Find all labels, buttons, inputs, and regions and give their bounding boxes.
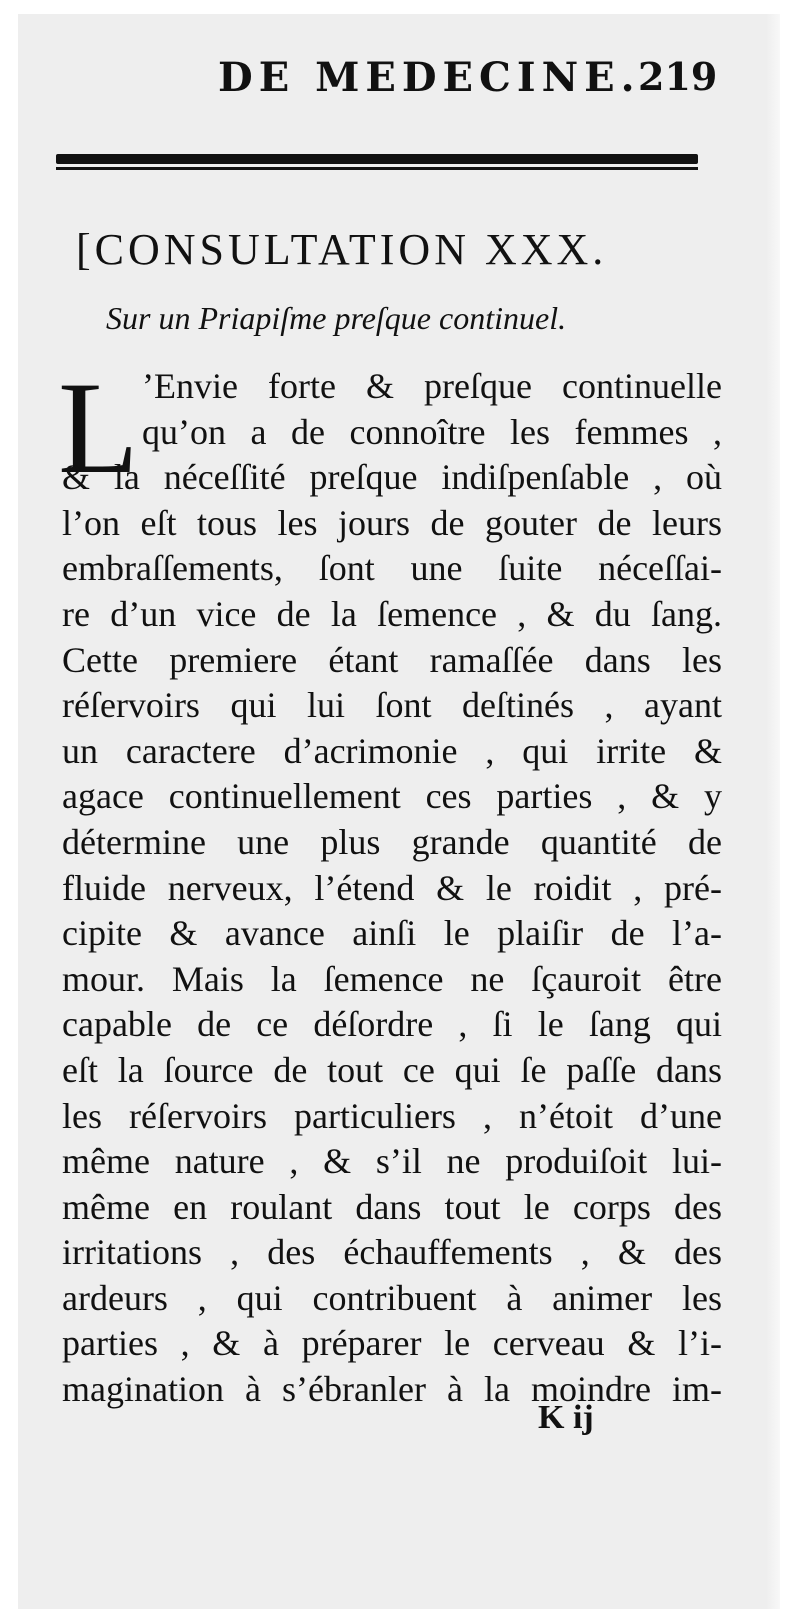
signature-mark: K ij <box>538 1399 594 1436</box>
consultation-heading: [CONSULTATION XXX. <box>76 225 608 274</box>
running-head <box>18 54 780 114</box>
consultation-subtitle: Sur un Priapiſme preſque continuel. <box>106 300 567 336</box>
text-line: réſervoirs qui lui ſont deſtinés , ayant <box>62 685 722 726</box>
text-line: embraſſements, ſont une ſuite néceſſai- <box>62 548 722 589</box>
drop-cap: L <box>58 354 139 501</box>
text-line: eſt la ſource de tout ce qui ſe paſſe dans <box>62 1049 722 1090</box>
text-line: les réſervoirs particuliers , n’étoit d’une <box>62 1095 722 1136</box>
text-line: irritations , des échauffements , & des <box>62 1232 722 1273</box>
text-line: Cette premiere étant ramaſſée dans les <box>62 639 722 680</box>
text-line: capable de ce déſordre , ſi le ſang qui <box>62 1004 722 1045</box>
text-line: & la néceſſité preſque indiſpenſable , où <box>62 457 722 498</box>
text-line: même nature , & s’il ne produiſoit lui- <box>62 1141 722 1182</box>
text-line: parties , & à préparer le cerveau & l’i- <box>62 1323 722 1364</box>
text-line: cipite & avance ainſi le plaiſir de l’a- <box>62 913 722 954</box>
text-line: un caractere d’acrimonie , qui irrite & <box>62 730 722 771</box>
page-number: 219 <box>638 54 718 99</box>
body-text <box>62 364 722 1413</box>
text-line: fluide nerveux, l’étend & le roidit , pré- <box>62 867 722 908</box>
page-edge-shadow <box>766 14 780 1609</box>
decorative-rule <box>56 154 698 164</box>
text-line: re d’un vice de la ſemence , & du ſang. <box>62 593 722 634</box>
text-line: mour. Mais la ſemence ne ſçauroit être <box>62 958 722 999</box>
text-line: détermine une plus grande quantité de <box>62 821 722 862</box>
text-line: l’on eſt tous les jours de gouter de leurs <box>62 502 722 543</box>
book-page <box>18 14 780 1609</box>
text-line: magination à s’ébranler à la moindre im- <box>62 1369 722 1410</box>
text-line: agace continuellement ces parties , & y <box>62 776 722 817</box>
text-line: même en roulant dans tout le corps des <box>62 1186 722 1227</box>
text-line: qu’on a de connoître les femmes , <box>142 411 722 452</box>
running-head-title: DE MEDECINE. <box>218 54 641 101</box>
text-line: ’Envie forte & preſque continuelle <box>142 366 722 406</box>
text-line: ardeurs , qui contribuent à animer les <box>62 1277 722 1318</box>
